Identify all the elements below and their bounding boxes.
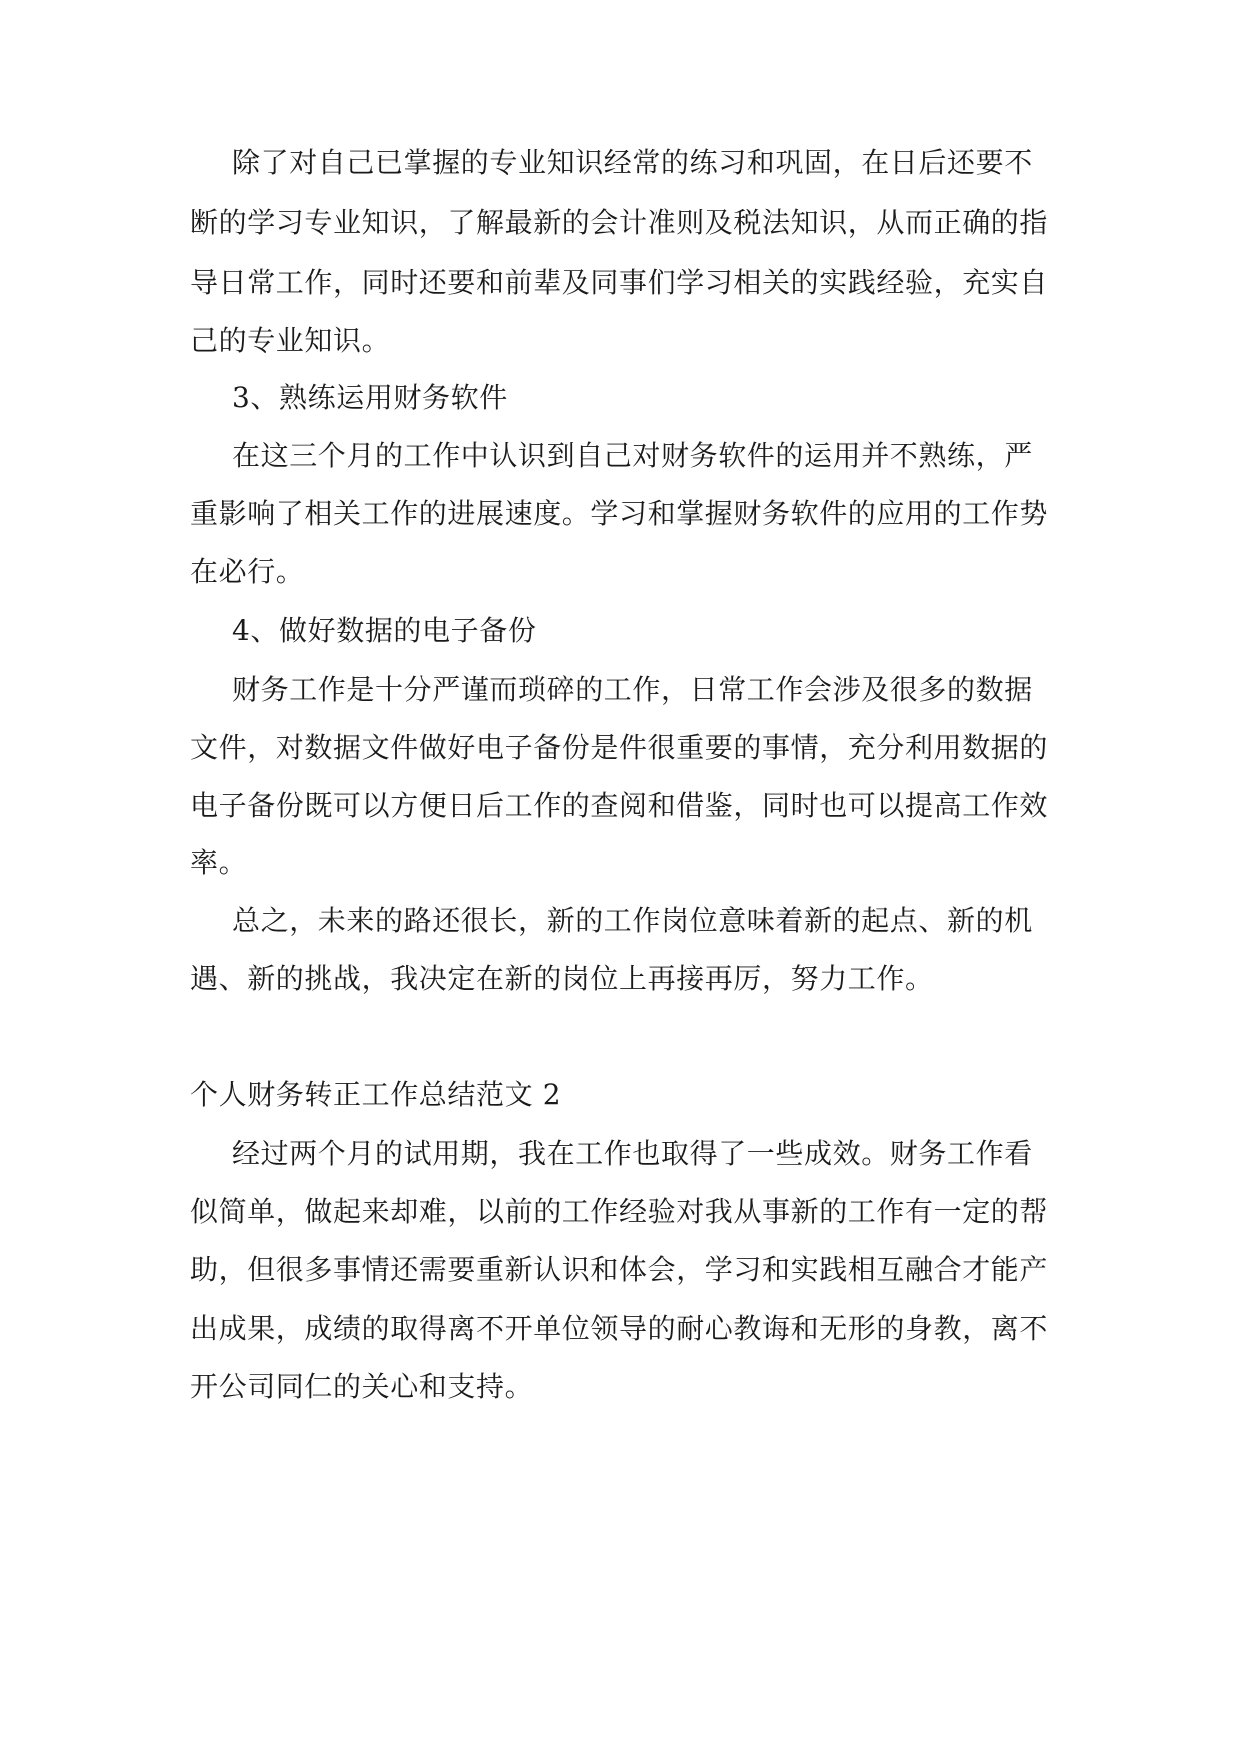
paragraph-line: 遇、新的挑战，我决定在新的岗位上再接再厉，努力工作。: [190, 962, 934, 995]
paragraph-line: 己的专业知识。: [190, 324, 391, 357]
section-heading: 4、做好数据的电子备份: [232, 614, 537, 647]
paragraph-line: 率。: [190, 846, 248, 879]
document-subtitle: 个人财务转正工作总结范文 2: [190, 1078, 562, 1111]
paragraph-line: 似简单，做起来却难，以前的工作经验对我从事新的工作有一定的帮: [190, 1195, 1049, 1228]
paragraph-line: 经过两个月的试用期，我在工作也取得了一些成效。财务工作看: [232, 1137, 1033, 1170]
paragraph-line: 导日常工作，同时还要和前辈及同事们学习相关的实践经验，充实自: [190, 266, 1049, 299]
paragraph-line: 断的学习专业知识，了解最新的会计准则及税法知识，从而正确的指: [190, 206, 1049, 239]
paragraph-line: 开公司同仁的关心和支持。: [190, 1370, 534, 1403]
paragraph-line: 除了对自己已掌握的专业知识经常的练习和巩固，在日后还要不: [232, 146, 1033, 179]
paragraph-line: 总之，未来的路还很长，新的工作岗位意味着新的起点、新的机: [232, 904, 1033, 937]
paragraph-line: 文件，对数据文件做好电子备份是件很重要的事情，充分利用数据的: [190, 731, 1049, 764]
section-heading: 3、熟练运用财务软件: [232, 381, 508, 414]
document-page: [190, 0, 1060, 1754]
paragraph-line: 出成果，成绩的取得离不开单位领导的耐心教诲和无形的身教，离不: [190, 1312, 1049, 1345]
paragraph-line: 在必行。: [190, 555, 305, 588]
paragraph-line: 助，但很多事情还需要重新认识和体会，学习和实践相互融合才能产: [190, 1253, 1049, 1286]
paragraph-line: 财务工作是十分严谨而琐碎的工作，日常工作会涉及很多的数据: [232, 673, 1033, 706]
paragraph-line: 电子备份既可以方便日后工作的查阅和借鉴，同时也可以提高工作效: [190, 789, 1049, 822]
paragraph-line: 重影响了相关工作的进展速度。学习和掌握财务软件的应用的工作势: [190, 497, 1049, 530]
paragraph-line: 在这三个月的工作中认识到自己对财务软件的运用并不熟练，严: [232, 439, 1033, 472]
